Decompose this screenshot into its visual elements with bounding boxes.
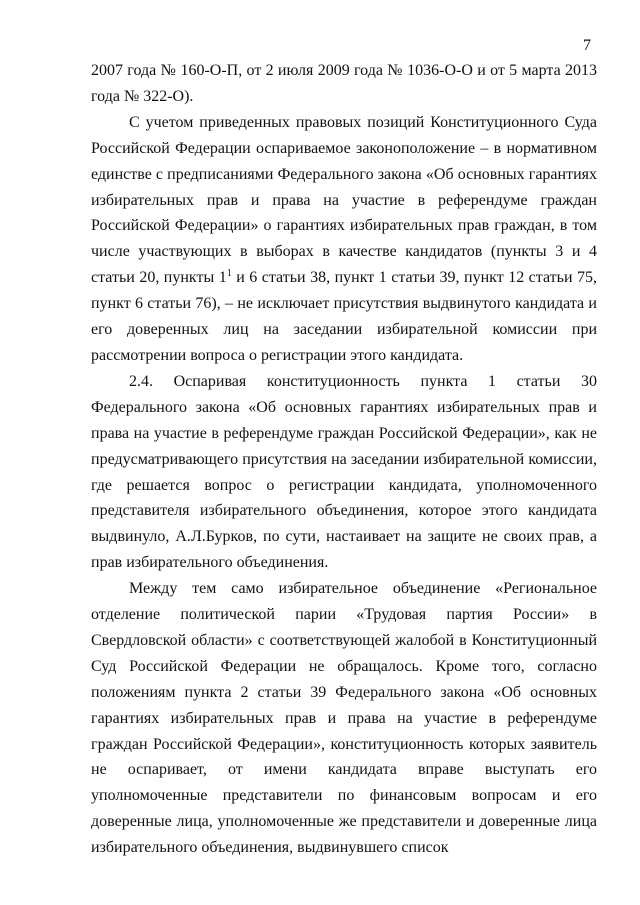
paragraph-section-2-4: 2.4. Оспаривая конституционность пункта 1 статьи 30 Федерального закона «Об основных гарантиях избирательных прав и права на участие в референдуме граждан Российской Федерации», как не предусматривающего присутствия на заседании избирательной комиссии, где решается вопрос о регистрации кандидата, уполномоченного представителя избирательного объединения, которое этого кандидата выдвинуло, А.Л.Бурков, по сути, настаивает на защите не своих прав, а прав избирательного объединения. <box>91 372 597 572</box>
paragraph-legal-position <box>91 110 597 369</box>
document-body <box>91 58 597 861</box>
paragraph-electoral-association: Между тем само избирательное объединение «Региональное отделение политической парии «Трудовая партия России» в Свердловской области» с соответствующей жалобой в Конституционный Суд Российской Федерации не обращалось. Кроме того, согласно положениям пункта 2 статьи 39 Федерального закона «Об основных гарантиях избирательных прав и права на участие в референдуме граждан Российской Федерации», конституционность которых заявитель не оспаривает, от имени кандидата вправе выступать его уполномоченные представители по финансовым вопросам и его доверенные лица, уполномоченные же представители и доверенные лица избирательного объединения, выдвинувшего список <box>91 580 597 857</box>
paragraph-citation-continuation: 2007 года № 160-О-П, от 2 июля 2009 года № 1036-О-О и от 5 марта 2013 года № 322-О). <box>91 62 597 105</box>
paragraph-text-part: и 6 статьи 38, пункт 1 статьи 39, пункт 12 статьи 75, пункт 6 статьи 76), – не исключает присутствия выдвинутого кандидата и его доверенных лиц на заседании избирательной комиссии при рассмотрении вопроса о регистрации этого кандидата. <box>91 269 598 364</box>
superscript-index: 1 <box>226 268 232 280</box>
paragraph-text-part: С учетом приведенных правовых позиций Конституционного Суда Российской Федерации оспариваемое законоположение – в нормативном единстве с предписаниями Федерального закона «Об основных гарантиях избирательных прав и права на участие в референдуме граждан Российской Федерации» о гарантиях избирательных прав граждан, в том числе участвующих в выборах в качестве кандидатов (пункты 3 и 4 статьи 20, пункты 1 <box>91 113 597 287</box>
page-number: 7 <box>583 37 591 54</box>
